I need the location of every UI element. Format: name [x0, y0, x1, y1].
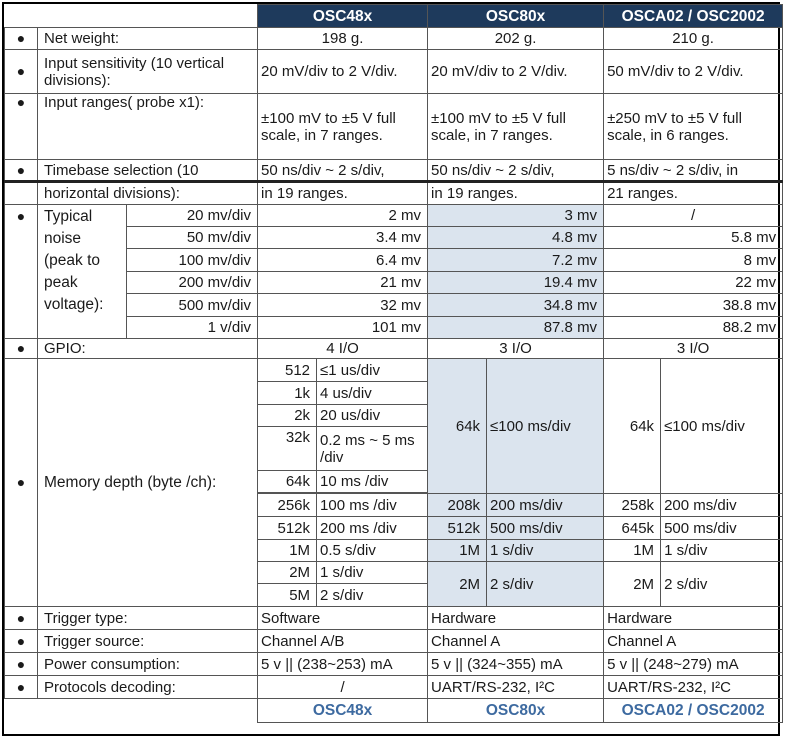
memory-timebase-osc48x: 0.2 ms ~ 5 ms /div	[317, 427, 428, 471]
memory-row	[5, 359, 783, 382]
input-sensitivity-label: Input sensitivity (10 vertical divisions):	[38, 50, 258, 94]
noise-range: 200 mv/div	[127, 272, 258, 294]
noise-osc48x: 2 mv	[258, 205, 428, 227]
memory-depth-osc48x: 256k	[258, 494, 317, 517]
memory-depth-osc48x: 512	[258, 359, 317, 382]
header-osc80x: OSC80x	[428, 5, 604, 28]
net-weight-osc80x: 202 g.	[428, 28, 604, 50]
trigger-source-label: Trigger source:	[38, 630, 258, 653]
noise-osca02: 38.8 mv	[604, 294, 783, 317]
input-sensitivity-row	[5, 50, 783, 94]
memory-timebase-osc48x: 2 s/div	[317, 584, 428, 607]
noise-range: 1 v/div	[127, 317, 258, 339]
spec-table	[4, 4, 783, 723]
footer-osc48x: OSC48x	[258, 699, 428, 723]
timebase-row-2	[5, 182, 783, 205]
header-osca02: OSCA02 / OSC2002	[604, 5, 783, 28]
memory-timebase-osc80x: 2 s/div	[487, 562, 604, 607]
noise-osc80x: 3 mv	[428, 205, 604, 227]
timebase-label-2: horizontal divisions):	[38, 182, 258, 205]
memory-timebase-osca02: ≤100 ms/div	[661, 359, 783, 494]
timebase-label-1: Timebase selection (10	[38, 160, 258, 182]
memory-timebase-osc80x: 1 s/div	[487, 540, 604, 562]
trigger-type-osca02: Hardware	[604, 607, 783, 630]
noise-osca02: 5.8 mv	[604, 227, 783, 249]
noise-label: Typical noise (peak to peak voltage):	[38, 205, 127, 339]
timebase-osc48x-2: in 19 ranges.	[258, 182, 428, 205]
memory-depth-osca02: 1M	[604, 540, 661, 562]
memory-depth-osca02: 64k	[604, 359, 661, 494]
memory-depth-osc48x: 1k	[258, 382, 317, 405]
memory-timebase-osca02: 2 s/div	[661, 562, 783, 607]
noise-osc80x: 19.4 mv	[428, 272, 604, 294]
net-weight-label: Net weight:	[38, 28, 258, 50]
protocols-label: Protocols decoding:	[38, 676, 258, 699]
timebase-osc80x-2: in 19 ranges.	[428, 182, 604, 205]
trigger-source-osca02: Channel A	[604, 630, 783, 653]
net-weight-osc48x: 198 g.	[258, 28, 428, 50]
input-ranges-label: Input ranges( probe x1):	[38, 94, 258, 160]
protocols-osca02: UART/RS-232, I²C	[604, 676, 783, 699]
protocols-osc80x: UART/RS-232, I²C	[428, 676, 604, 699]
timebase-row-1	[5, 160, 783, 182]
noise-row	[5, 205, 783, 227]
gpio-osc80x: 3 I/O	[428, 339, 604, 359]
trigger-source-osc80x: Channel A	[428, 630, 604, 653]
input-sensitivity-osc48x: 20 mV/div to 2 V/div.	[258, 50, 428, 94]
noise-osc48x: 101 mv	[258, 317, 428, 339]
trigger-type-osc48x: Software	[258, 607, 428, 630]
noise-osc80x: 34.8 mv	[428, 294, 604, 317]
noise-osc48x: 32 mv	[258, 294, 428, 317]
memory-timebase-osc48x: 20 us/div	[317, 405, 428, 427]
noise-osc48x: 6.4 mv	[258, 249, 428, 272]
protocols-row	[5, 676, 783, 699]
timebase-osca02-2: 21 ranges.	[604, 182, 783, 205]
memory-timebase-osc48x: 100 ms /div	[317, 494, 428, 517]
power-label: Power consumption:	[38, 653, 258, 676]
memory-depth-osc80x: 64k	[428, 359, 487, 494]
noise-osc48x: 3.4 mv	[258, 227, 428, 249]
memory-depth-osc80x: 208k	[428, 494, 487, 517]
memory-timebase-osc48x: 0.5 s/div	[317, 540, 428, 562]
noise-osca02: /	[604, 205, 783, 227]
net-weight-osca02: 210 g.	[604, 28, 783, 50]
protocols-osc48x: /	[258, 676, 428, 699]
gpio-label: GPIO:	[38, 339, 258, 359]
bullet: ●	[5, 676, 38, 699]
memory-depth-osc48x: 2k	[258, 405, 317, 427]
memory-timebase-osc48x: 200 ms /div	[317, 517, 428, 540]
memory-timebase-osc80x: 200 ms/div	[487, 494, 604, 517]
memory-timebase-osc48x: 1 s/div	[317, 562, 428, 584]
memory-depth-osc80x: 2M	[428, 562, 487, 607]
input-ranges-osc80x: ±100 mV to ±5 V full scale, in 7 ranges.	[428, 94, 604, 160]
timebase-osca02-1: 5 ns/div ~ 2 s/div, in	[604, 160, 783, 182]
gpio-osca02: 3 I/O	[604, 339, 783, 359]
memory-depth-osc48x: 512k	[258, 517, 317, 540]
memory-depth-osc48x: 32k	[258, 427, 317, 471]
header-osc48x: OSC48x	[258, 5, 428, 28]
power-osca02: 5 v || (248~279) mA	[604, 653, 783, 676]
power-row	[5, 653, 783, 676]
input-ranges-row	[5, 94, 783, 160]
net-weight-row	[5, 28, 783, 50]
trigger-type-row	[5, 607, 783, 630]
noise-range: 100 mv/div	[127, 249, 258, 272]
memory-depth-osca02: 2M	[604, 562, 661, 607]
footer-row	[5, 699, 783, 723]
input-ranges-osca02: ±250 mV to ±5 V full scale, in 6 ranges.	[604, 94, 783, 160]
power-osc48x: 5 v || (238~253) mA	[258, 653, 428, 676]
bullet: ●	[5, 339, 38, 359]
bullet: ●	[5, 50, 38, 94]
noise-osca02: 22 mv	[604, 272, 783, 294]
bullet: ●	[5, 28, 38, 50]
timebase-osc80x-1: 50 ns/div ~ 2 s/div,	[428, 160, 604, 182]
noise-range: 50 mv/div	[127, 227, 258, 249]
bullet: ●	[5, 359, 38, 607]
memory-depth-osc80x: 512k	[428, 517, 487, 540]
timebase-osc48x-1: 50 ns/div ~ 2 s/div,	[258, 160, 428, 182]
memory-label: Memory depth (byte /ch):	[38, 359, 258, 607]
bullet: ●	[5, 160, 38, 182]
memory-timebase-osca02: 1 s/div	[661, 540, 783, 562]
memory-depth-osca02: 258k	[604, 494, 661, 517]
noise-osc80x: 4.8 mv	[428, 227, 604, 249]
memory-depth-osc80x: 1M	[428, 540, 487, 562]
noise-osc80x: 7.2 mv	[428, 249, 604, 272]
memory-timebase-osc80x: 500 ms/div	[487, 517, 604, 540]
noise-range: 20 mv/div	[127, 205, 258, 227]
noise-osc48x: 21 mv	[258, 272, 428, 294]
bullet: ●	[5, 94, 38, 160]
gpio-row	[5, 339, 783, 359]
input-ranges-osc48x: ±100 mV to ±5 V full scale, in 7 ranges.	[258, 94, 428, 160]
memory-timebase-osc48x: 10 ms /div	[317, 471, 428, 493]
noise-osca02: 8 mv	[604, 249, 783, 272]
footer-osca02: OSCA02 / OSC2002	[604, 699, 783, 723]
memory-depth-osc48x: 2M	[258, 562, 317, 584]
noise-osca02: 88.2 mv	[604, 317, 783, 339]
bullet: ●	[5, 205, 38, 339]
memory-timebase-osc48x: ≤1 us/div	[317, 359, 428, 382]
footer-osc80x: OSC80x	[428, 699, 604, 723]
memory-timebase-osca02: 200 ms/div	[661, 494, 783, 517]
noise-range: 500 mv/div	[127, 294, 258, 317]
power-osc80x: 5 v || (324~355) mA	[428, 653, 604, 676]
input-sensitivity-osc80x: 20 mV/div to 2 V/div.	[428, 50, 604, 94]
memory-depth-osc48x: 5M	[258, 584, 317, 607]
memory-timebase-osca02: 500 ms/div	[661, 517, 783, 540]
header-row	[5, 5, 783, 28]
trigger-type-label: Trigger type:	[38, 607, 258, 630]
noise-osc80x: 87.8 mv	[428, 317, 604, 339]
memory-timebase-osc80x: ≤100 ms/div	[487, 359, 604, 494]
trigger-source-row	[5, 630, 783, 653]
gpio-osc48x: 4 I/O	[258, 339, 428, 359]
memory-depth-osca02: 645k	[604, 517, 661, 540]
bullet: ●	[5, 653, 38, 676]
memory-depth-osc48x: 64k	[258, 471, 317, 493]
input-sensitivity-osca02: 50 mV/div to 2 V/div.	[604, 50, 783, 94]
bullet: ●	[5, 607, 38, 630]
memory-depth-osc48x: 1M	[258, 540, 317, 562]
bullet: ●	[5, 630, 38, 653]
trigger-type-osc80x: Hardware	[428, 607, 604, 630]
memory-timebase-osc48x: 4 us/div	[317, 382, 428, 405]
bullet-spacer	[5, 182, 38, 205]
trigger-source-osc48x: Channel A/B	[258, 630, 428, 653]
